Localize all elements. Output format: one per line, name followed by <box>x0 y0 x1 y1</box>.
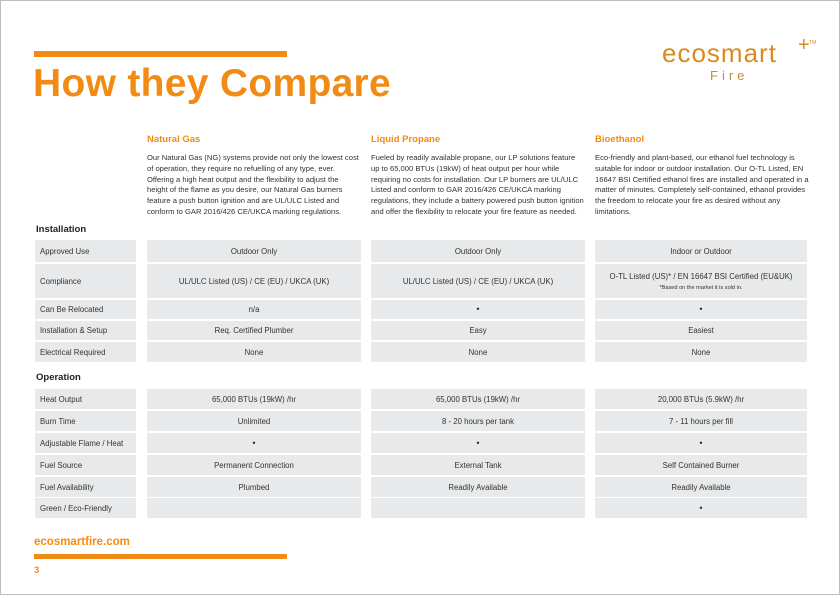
table-cell <box>595 264 807 298</box>
bullet-icon: • <box>476 437 480 448</box>
table-cell <box>147 498 361 518</box>
page-number: 3 <box>34 565 40 576</box>
ecosmart-logo <box>662 34 817 86</box>
cell-value: 7 - 11 hours per fill <box>669 416 733 426</box>
column-title: Liquid Propane <box>371 134 441 145</box>
website-link[interactable]: ecosmartfire.com <box>34 536 130 548</box>
logo-trademark: TM <box>809 40 817 46</box>
column-title: Natural Gas <box>147 134 201 145</box>
table-cell <box>595 300 807 319</box>
table-cell <box>595 389 807 409</box>
table-cell <box>595 477 807 497</box>
cell-value: 65,000 BTUs (19kW) /hr <box>435 394 521 404</box>
section-installation: Installation <box>36 224 87 235</box>
table-cell <box>371 498 585 518</box>
cell-value: Outdoor Only <box>230 246 278 256</box>
table-cell <box>147 389 361 409</box>
bottom-accent-bar <box>34 554 287 559</box>
table-cell <box>371 321 585 340</box>
table-cell <box>371 411 585 431</box>
page-title: How they Compare <box>33 62 392 105</box>
table-cell <box>147 455 361 475</box>
table-cell <box>595 455 807 475</box>
row-label-compliance: Compliance <box>35 264 136 298</box>
row-label-can-be-relocated: Can Be Relocated <box>35 300 136 319</box>
footnote: *Based on the market it is sold in. <box>659 284 743 291</box>
bullet-icon: • <box>252 437 256 448</box>
table-cell <box>371 477 585 497</box>
bullet-icon: • <box>699 437 703 448</box>
logo-plus: + <box>798 34 810 56</box>
row-label-installation-setup: Installation & Setup <box>35 321 136 340</box>
table-cell <box>147 477 361 497</box>
table-cell <box>371 433 585 453</box>
cell-value: Permanent Connection <box>214 460 294 470</box>
table-cell <box>595 321 807 340</box>
row-label-heat-output: Heat Output <box>35 389 136 409</box>
column-title: Bioethanol <box>595 134 645 145</box>
table-cell <box>371 240 585 262</box>
logo-wordmark: ecosmart <box>662 38 777 68</box>
cell-value: Readily Available <box>671 482 731 492</box>
table-cell <box>147 300 361 319</box>
cell-value: Easiest <box>688 326 714 335</box>
cell-value: Outdoor Only <box>454 246 502 256</box>
cell-value: External Tank <box>454 460 502 470</box>
cell-value: Plumbed <box>238 482 270 492</box>
row-label-burn-time: Burn Time <box>35 411 136 431</box>
bullet-icon: • <box>476 304 480 314</box>
cell-value: Readily Available <box>448 482 508 492</box>
logo-subtitle: Fire <box>710 68 749 83</box>
row-label-green-eco-friendly: Green / Eco-Friendly <box>35 498 136 518</box>
column-bioethanol <box>595 134 809 218</box>
column-description: Fueled by readily available propane, our LP solutions feature up to 65,000 BTUs (19kW) of heat output per hour while requiring no costs for installation. Our LP burners are UL/ULC Listed and conform to GAR 2016/426 CE/UKCA marking regulations, they include a battery powered push button ignition and offer the flexibility to relocate your fire feature as needed. <box>371 153 584 216</box>
cell-value: O-TL Listed (US)* / EN 16647 BSI Certified (EU&UK) <box>609 271 793 281</box>
table-cell <box>371 455 585 475</box>
table-cell <box>147 342 361 362</box>
row-label-approved-use: Approved Use <box>35 240 136 262</box>
row-label-adjustable-flame: Adjustable Flame / Heat <box>35 433 136 453</box>
column-description: Eco-friendly and plant-based, our ethanol fuel technology is suitable for indoor or outdoor installation. Our O-TL Listed, EN 16647 BSI Certified ethanol fires are installed and operated in a matter of minutes. Completely self-contained, ethanol provides the freedom to relocate your fire as desired without any limitations. <box>595 153 809 216</box>
bullet-icon: • <box>699 502 703 513</box>
row-label-electrical-required: Electrical Required <box>35 342 136 362</box>
cell-value: n/a <box>248 305 260 314</box>
cell-value: UL/ULC Listed (US) / CE (EU) / UKCA (UK) <box>402 276 554 286</box>
cell-value: Req. Certified Plumber <box>214 326 294 335</box>
cell-value: Unlimited <box>237 416 271 426</box>
cell-value: Indoor or Outdoor <box>670 246 732 256</box>
top-accent-bar <box>34 51 287 57</box>
table-cell <box>147 240 361 262</box>
cell-value: None <box>468 347 488 357</box>
table-cell <box>147 321 361 340</box>
table-cell <box>595 342 807 362</box>
row-label-fuel-availability: Fuel Availability <box>35 477 136 497</box>
table-cell <box>371 389 585 409</box>
cell-value: 65,000 BTUs (19kW) /hr <box>211 394 297 404</box>
cell-value: 20,000 BTUs (5.9kW) /hr <box>657 394 745 404</box>
column-natural-gas <box>147 134 361 218</box>
table-cell <box>595 240 807 262</box>
section-operation: Operation <box>36 372 81 383</box>
table-cell <box>147 411 361 431</box>
cell-value: None <box>691 347 711 357</box>
table-cell <box>371 300 585 319</box>
cell-value: None <box>244 347 264 357</box>
cell-value: UL/ULC Listed (US) / CE (EU) / UKCA (UK) <box>178 276 330 286</box>
table-cell <box>595 411 807 431</box>
cell-value: 8 - 20 hours per tank <box>442 416 514 426</box>
table-cell <box>595 498 807 518</box>
row-label-fuel-source: Fuel Source <box>35 455 136 475</box>
table-cell <box>595 433 807 453</box>
table-cell <box>147 433 361 453</box>
cell-value: Easy <box>469 326 487 335</box>
table-cell <box>147 264 361 298</box>
bullet-icon: • <box>699 304 703 314</box>
table-cell <box>371 264 585 298</box>
column-liquid-propane <box>371 134 585 218</box>
cell-value: Self Contained Burner <box>662 460 740 470</box>
table-cell <box>371 342 585 362</box>
column-description: Our Natural Gas (NG) systems provide not only the lowest cost of operation, they require no refuelling of any type, ever. Offering a high heat output and the flexibility to adjust the height of the flame as you desire, our Natural Gas burners feature a push button ignition and are UL/ULC Listed and conform to GAR 2016/426 CE/UKCA marking regulations. <box>147 153 359 216</box>
